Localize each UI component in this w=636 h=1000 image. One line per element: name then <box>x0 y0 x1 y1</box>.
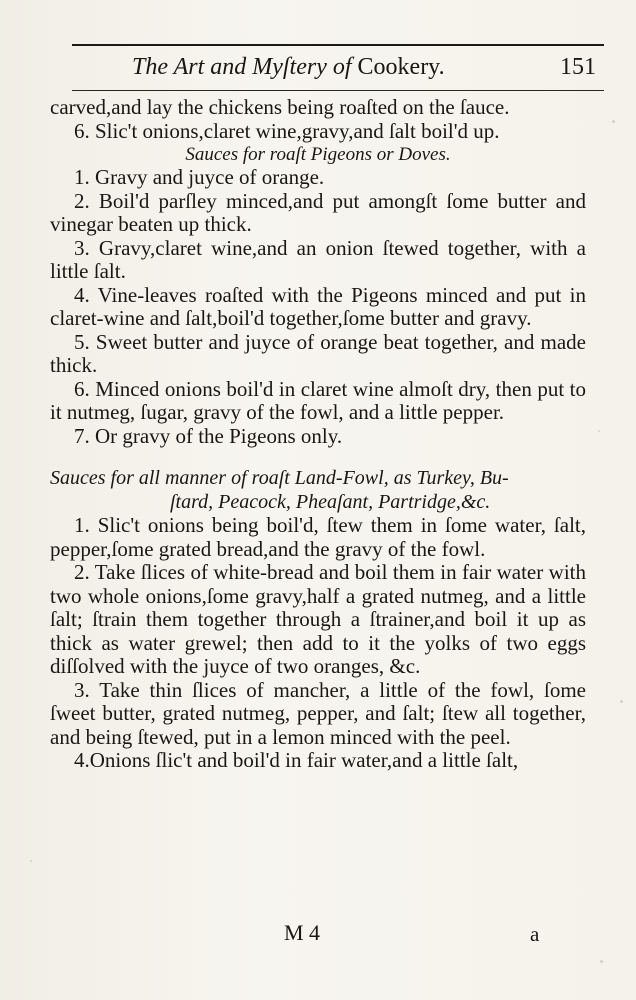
pigeon-sauce-item: 5. Sweet butter and juyce of orange beat together, and made thick. <box>50 329 586 377</box>
paper-speckle <box>598 430 600 432</box>
carry-over-line: carved,and lay the chickens being roaſted on the ſauce. <box>50 95 510 119</box>
pigeon-sauce-item: 2. Boil'd parſley minced,and put amongſt ſome butter and vinegar beaten up thick. <box>50 188 586 236</box>
land-fowl-sauce-item: 4.Onions ſlic't and boil'd in fair water,and a little ſalt, <box>74 748 519 772</box>
land-fowl-sauce-item: 3. Take thin ſlices of mancher, a little of the fowl, ſome ſweet butter, grated nutmeg, pepper, and ſalt; ſtew all together, and being ſtewed, put in a lemon minced with the peel. <box>50 677 586 749</box>
running-title-italic: The Art and Myſtery of <box>132 54 352 80</box>
section-heading-pigeons: Sauces for roaſt Pigeons or Doves. <box>185 144 451 165</box>
header-rule <box>72 90 604 91</box>
top-rule <box>72 44 604 46</box>
recipe-item-chicken-6: 6. Slic't onions,claret wine,gravy,and ſalt boil'd up. <box>74 118 500 143</box>
pigeon-sauce-item: 7. Or gravy of the Pigeons only. <box>74 423 343 448</box>
section-heading-land-fowl-line2: ſtard, Peacock, Pheaſant, Partridge,&c. <box>170 491 491 513</box>
paper-speckle <box>600 960 603 963</box>
signature-mark: M 4 <box>284 920 321 945</box>
pigeon-sauce-item: 6. Minced onions boil'd in claret wine almoſt dry, then put to it nutmeg, ſugar, gravy of the fowl, and a little pepper. <box>50 376 586 424</box>
pigeon-sauce-item: 1. Gravy and juyce of orange. <box>74 165 325 189</box>
land-fowl-sauce-item: 2. Take ſlices of white-bread and boil them in fair water with two whole onions,ſome gravy,half a grated nutmeg, and a little ſalt; ſtrain them together through a ſtrainer,and boil it up as thick as water grewel; then add to it the yolks of two eggs diſſolved with the juyce of two oranges, &c. <box>50 560 586 678</box>
section-heading-land-fowl-line1: Sauces for all manner of roaſt Land-Fowl, as Turkey, Bu- <box>50 467 509 489</box>
page-body <box>50 96 586 773</box>
page-number: 151 <box>560 54 596 80</box>
paper-speckle <box>620 700 623 703</box>
pigeon-sauce-item: 4. Vine-leaves roaſted with the Pigeons minced and put in claret-wine and ſalt,boil'd together,ſome butter and gravy. <box>50 282 586 330</box>
page-footer <box>0 920 636 950</box>
pigeon-sauce-item: 3. Gravy,claret wine,and an onion ſtewed together, with a little ſalt. <box>50 235 586 283</box>
paper-speckle <box>612 120 615 123</box>
paper-speckle <box>30 860 32 862</box>
running-title <box>132 54 445 81</box>
running-header <box>72 52 604 86</box>
running-title-roman: Cookery. <box>357 54 445 80</box>
section-heading-land-fowl <box>50 466 586 514</box>
catchword: a <box>530 922 540 946</box>
land-fowl-sauce-item: 1. Slic't onions being boil'd, ſtew them in ſome water, ſalt, pepper,ſome grated bread,and the gravy of the fowl. <box>50 513 586 561</box>
